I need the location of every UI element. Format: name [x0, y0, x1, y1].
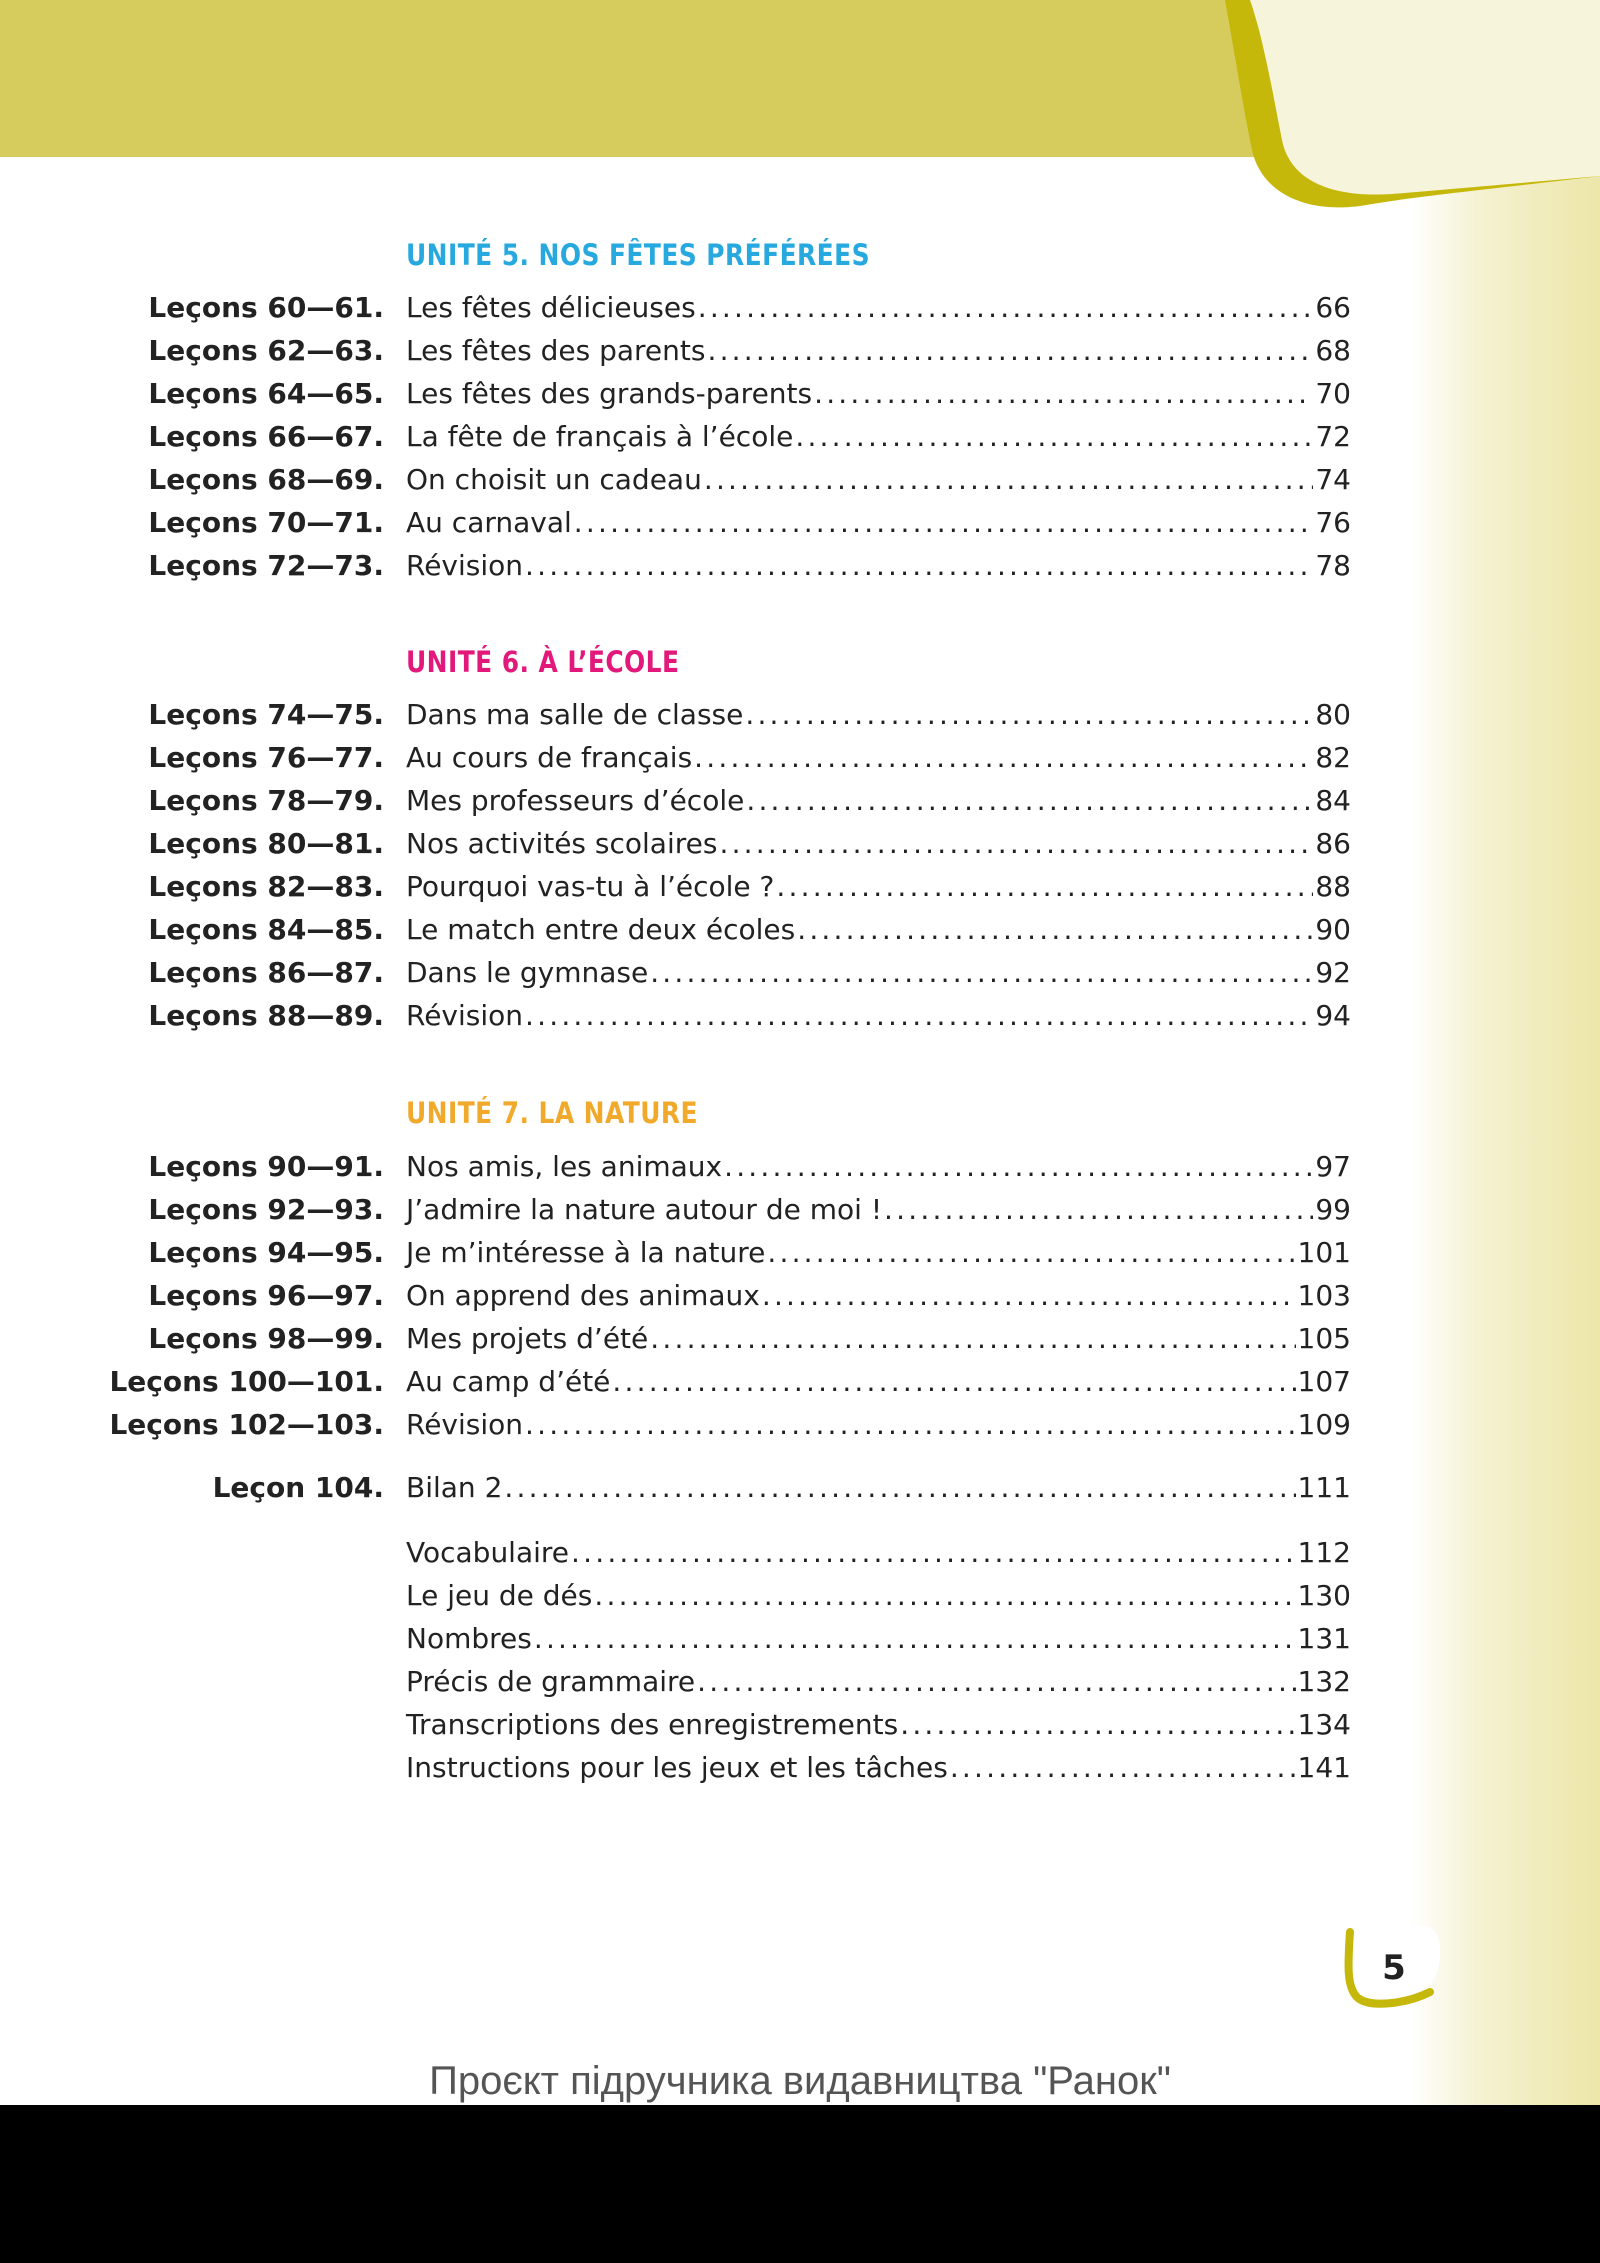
lesson-label: Leçons 86—87. — [148, 956, 384, 989]
dot-leader — [814, 372, 1313, 415]
toc-row[interactable] — [0, 693, 1360, 736]
entry-title: Les fêtes des grands-parents — [406, 377, 813, 410]
dot-leader — [525, 994, 1313, 1037]
entry-page-number: 78 — [1315, 549, 1351, 582]
lesson-label: Leçons 70—71. — [148, 506, 384, 539]
entry-page-number: 112 — [1297, 1536, 1351, 1569]
dot-leader — [525, 544, 1313, 587]
entry-title: La fête de français à l’école — [406, 420, 794, 453]
entry-page-number: 103 — [1297, 1279, 1351, 1312]
dot-leader — [594, 1574, 1295, 1617]
dot-leader — [795, 415, 1313, 458]
entry-page-number: 97 — [1315, 1150, 1351, 1183]
entry-title: Dans ma salle de classe — [406, 698, 744, 731]
dot-leader — [697, 1660, 1295, 1703]
entry-page-number: 132 — [1297, 1665, 1351, 1698]
dot-leader — [650, 1317, 1295, 1360]
page-curl-decoration — [0, 0, 1600, 240]
entry-title: Révision — [406, 1408, 524, 1441]
entry-title: Les fêtes des parents — [406, 334, 706, 367]
dot-leader — [574, 501, 1314, 544]
dot-leader — [724, 1145, 1313, 1188]
lesson-label: Leçons 72—73. — [148, 549, 384, 582]
dot-leader — [504, 1466, 1295, 1509]
dot-leader — [950, 1746, 1296, 1789]
lesson-label: Leçons 60—61. — [148, 291, 384, 324]
dot-leader — [534, 1617, 1296, 1660]
toc-row[interactable] — [0, 736, 1360, 779]
dot-leader — [698, 286, 1314, 329]
entry-page-number: 86 — [1315, 827, 1351, 860]
entry-title: Vocabulaire — [406, 1536, 570, 1569]
entry-page-number: 111 — [1297, 1471, 1351, 1504]
toc-row[interactable] — [0, 458, 1360, 501]
dot-leader — [571, 1531, 1296, 1574]
entry-title: Au cours de français — [406, 741, 693, 774]
lesson-label: Leçons 90—91. — [148, 1150, 384, 1183]
appendix-row[interactable] — [0, 1746, 1360, 1789]
lesson-label: Leçons 64—65. — [148, 377, 384, 410]
lesson-label: Leçons 66—67. — [148, 420, 384, 453]
unit-6-heading: UNITÉ 6. À L’ÉCOLE — [406, 645, 680, 679]
dot-leader — [707, 329, 1313, 372]
toc-row[interactable] — [0, 286, 1360, 329]
lesson-label: Leçons 76—77. — [148, 741, 384, 774]
toc-row[interactable] — [0, 1188, 1360, 1231]
unit-5-heading: UNITÉ 5. NOS FÊTES PRÉFÉRÉES — [406, 238, 871, 272]
appendix-row[interactable] — [0, 1617, 1360, 1660]
dot-leader — [525, 1403, 1296, 1446]
entry-title: Bilan 2 — [406, 1471, 503, 1504]
toc-row-bilan[interactable] — [0, 1466, 1360, 1509]
lesson-label: Leçons 68—69. — [148, 463, 384, 496]
toc-row[interactable] — [0, 544, 1360, 587]
entry-title: Je m’intéresse à la nature — [406, 1236, 766, 1269]
lesson-label: Leçons 78—79. — [148, 784, 384, 817]
entry-title: Précis de grammaire — [406, 1665, 696, 1698]
lesson-label: Leçons 74—75. — [148, 698, 384, 731]
entry-page-number: 66 — [1315, 291, 1351, 324]
entry-title: Révision — [406, 549, 524, 582]
entry-title: Mes projets d’été — [406, 1322, 649, 1355]
entry-page-number: 99 — [1315, 1193, 1351, 1226]
lesson-label: Leçons 84—85. — [148, 913, 384, 946]
dot-leader — [797, 908, 1313, 951]
entry-page-number: 131 — [1297, 1622, 1351, 1655]
unit-7-heading: UNITÉ 7. LA NATURE — [406, 1096, 699, 1130]
dot-leader — [900, 1703, 1295, 1746]
toc-row[interactable] — [0, 415, 1360, 458]
dot-leader — [762, 1274, 1296, 1317]
toc-row[interactable] — [0, 372, 1360, 415]
appendix-row[interactable] — [0, 1703, 1360, 1746]
entry-title: Le match entre deux écoles — [406, 913, 796, 946]
entry-page-number: 92 — [1315, 956, 1351, 989]
dot-leader — [767, 1231, 1295, 1274]
appendix-row[interactable] — [0, 1660, 1360, 1703]
toc-row[interactable] — [0, 908, 1360, 951]
lesson-label: Leçons 94—95. — [148, 1236, 384, 1269]
entry-title: Nos amis, les animaux — [406, 1150, 723, 1183]
toc-row[interactable] — [0, 501, 1360, 544]
entry-page-number: 130 — [1297, 1579, 1351, 1612]
toc-row[interactable] — [0, 1274, 1360, 1317]
entry-page-number: 70 — [1315, 377, 1351, 410]
dot-leader — [746, 779, 1313, 822]
entry-title: Transcriptions des enregistrements — [406, 1708, 899, 1741]
toc-row[interactable] — [0, 1360, 1360, 1403]
lesson-label: Leçons 102—103. — [109, 1408, 384, 1441]
dot-leader — [745, 693, 1313, 736]
toc-row[interactable] — [0, 329, 1360, 372]
publisher-footer-note: Проєкт підручника видавництва "Ранок" — [429, 2059, 1171, 2103]
entry-page-number: 76 — [1315, 506, 1351, 539]
dot-leader — [776, 865, 1313, 908]
entry-page-number: 88 — [1315, 870, 1351, 903]
entry-page-number: 109 — [1297, 1408, 1351, 1441]
entry-page-number: 72 — [1315, 420, 1351, 453]
entry-title: Le jeu de dés — [406, 1579, 593, 1612]
entry-page-number: 105 — [1297, 1322, 1351, 1355]
entry-title: Dans le gymnase — [406, 956, 649, 989]
toc-row[interactable] — [0, 951, 1360, 994]
lesson-label: Leçons 92—93. — [148, 1193, 384, 1226]
lesson-label: Leçons 96—97. — [148, 1279, 384, 1312]
lesson-label: Leçons 100—101. — [109, 1365, 384, 1398]
entry-page-number: 94 — [1315, 999, 1351, 1032]
entry-title: Pourquoi vas-tu à l’école ? — [406, 870, 775, 903]
entry-title: J’admire la nature autour de moi ! — [406, 1193, 883, 1226]
entry-title: Les fêtes délicieuses — [406, 291, 696, 324]
entry-title: On apprend des animaux — [406, 1279, 760, 1312]
entry-page-number: 68 — [1315, 334, 1351, 367]
toc-row[interactable] — [0, 1317, 1360, 1360]
entry-title: Nombres — [406, 1622, 532, 1655]
entry-title: Au camp d’été — [406, 1365, 611, 1398]
appendix-row[interactable] — [0, 1574, 1360, 1617]
entry-page-number: 82 — [1315, 741, 1351, 774]
entry-title: Mes professeurs d’école — [406, 784, 745, 817]
lesson-label: Leçons 88—89. — [148, 999, 384, 1032]
entry-page-number: 141 — [1297, 1751, 1351, 1784]
entry-title: Au carnaval — [406, 506, 572, 539]
toc-row[interactable] — [0, 1231, 1360, 1274]
bottom-black-bar — [0, 2105, 1600, 2263]
page-number: 5 — [1382, 1948, 1406, 1988]
dot-leader — [884, 1188, 1313, 1231]
entry-page-number: 74 — [1315, 463, 1351, 496]
dot-leader — [704, 458, 1314, 501]
toc-row[interactable] — [0, 865, 1360, 908]
lesson-label: Leçons 82—83. — [148, 870, 384, 903]
toc-row[interactable] — [0, 779, 1360, 822]
entry-page-number: 90 — [1315, 913, 1351, 946]
dot-leader — [719, 822, 1313, 865]
entry-title: Nos activités scolaires — [406, 827, 718, 860]
dot-leader — [612, 1360, 1295, 1403]
entry-page-number: 101 — [1297, 1236, 1351, 1269]
entry-page-number: 107 — [1297, 1365, 1351, 1398]
lesson-label: Leçons 80—81. — [148, 827, 384, 860]
toc-row[interactable] — [0, 1145, 1360, 1188]
entry-page-number: 134 — [1297, 1708, 1351, 1741]
dot-leader — [694, 736, 1313, 779]
toc-row[interactable] — [0, 994, 1360, 1037]
entry-page-number: 84 — [1315, 784, 1351, 817]
lesson-label: Leçon 104. — [212, 1471, 384, 1504]
lesson-label: Leçons 62—63. — [148, 334, 384, 367]
entry-title: Révision — [406, 999, 524, 1032]
entry-page-number: 80 — [1315, 698, 1351, 731]
lesson-label: Leçons 98—99. — [148, 1322, 384, 1355]
dot-leader — [650, 951, 1313, 994]
entry-title: On choisit un cadeau — [406, 463, 702, 496]
toc-row[interactable] — [0, 822, 1360, 865]
side-gradient-strip — [1410, 0, 1600, 2105]
appendix-row[interactable] — [0, 1531, 1360, 1574]
entry-title: Instructions pour les jeux et les tâches — [406, 1751, 948, 1784]
toc-row[interactable] — [0, 1403, 1360, 1446]
